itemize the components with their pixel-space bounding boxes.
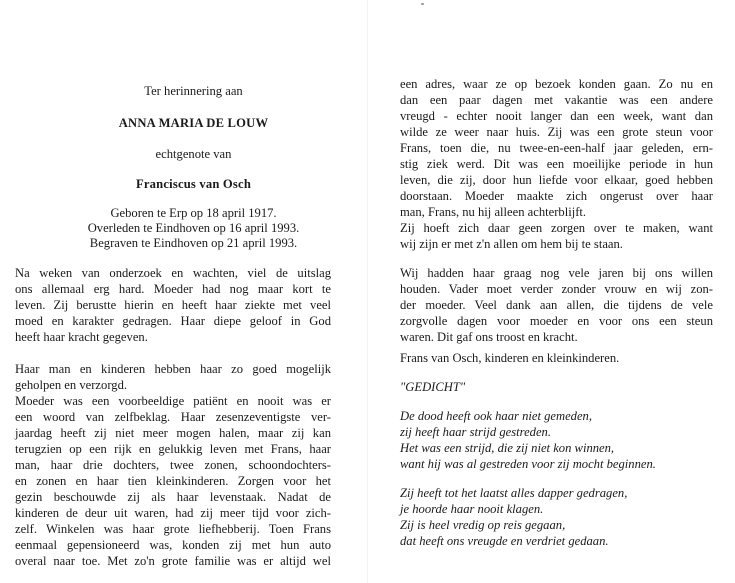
poem-line: je hoorde haar nooit klagen. — [400, 502, 544, 516]
text-line: stig ziek werd. Dit was een moeilijke periode in hun — [400, 157, 713, 171]
deceased-name: ANNA MARIA DE LOUW — [118, 116, 269, 130]
poem-line: Zij heeft tot het laatst alles dapper gedragen, — [400, 486, 628, 500]
text-line: Haar man en kinderen hebben haar zo goed mogelijk — [15, 362, 331, 376]
text-line: heeft haar kracht gegeven. — [15, 330, 148, 344]
intro-text: Ter herinnering aan — [144, 84, 243, 98]
death-date: Overleden te Eindhoven op 16 april 1993. — [87, 221, 300, 235]
text-line: jaardag heeft zij niet meer mogen halen, maar zij kan — [15, 426, 331, 440]
text-line: kinderen de deur uit waren, had zij meer tijd voor zich- — [15, 506, 331, 520]
text-line: man, haar drie dochters, twee zonen, schoondochters- — [15, 458, 331, 472]
text-line: houden. Vader moet verder zonder vrouw en wij zon- — [400, 282, 713, 296]
poem-line: De dood heeft ook haar niet gemeden, — [400, 409, 592, 423]
poem-line: zij heeft haar strijd gestreden. — [400, 425, 551, 439]
burial-date: Begraven te Eindhoven op 21 april 1993. — [89, 236, 298, 250]
text-line: leven. Zij berustte hierin en heeft haar ziekte met veel — [15, 298, 331, 312]
text-line: gezin beschouwde zij als haar levenstaak. Nadat de — [15, 490, 331, 504]
text-line: Frans, toen die, nu twee-en-een-half jaar geleden, ern- — [400, 141, 713, 155]
poem-line: Zij is heel vredig op reis gegaan, — [400, 518, 566, 532]
text-line: man, Frans, nu hij alleen achterblijft. — [400, 205, 587, 219]
text-line: Zij hoeft zich daar geen zorgen over te maken, want — [400, 221, 713, 235]
poem-title: "GEDICHT" — [400, 380, 466, 394]
signature: Frans van Osch, kinderen en kleinkinderen. — [400, 351, 620, 365]
text-line: geholpen en verzorgd. — [15, 378, 128, 392]
text-line: waren. Dit gaf ons troost en kracht. — [400, 330, 578, 344]
poem-line: Het was een strijd, die zij niet kon winnen, — [400, 441, 615, 455]
text-line: Wij hadden haar graag nog vele jaren bij ons willen — [400, 266, 713, 280]
text-line: zorgvolle dagen voor moeder en voor ons een steun — [400, 314, 713, 328]
text-line: en zonen en haar tien kleinkinderen. Zorgen voor het — [15, 474, 331, 488]
text-line: terugzien op een rijk en gelukkig leven met Frans, haar — [15, 442, 331, 456]
relation-text: echtgenote van — [155, 147, 232, 161]
text-line: wij zijn er met z'n allen om hem bij te staan. — [400, 237, 623, 251]
text-line: eenmaal gepensioneerd was, konden zij met hun auto — [15, 538, 331, 552]
text-line: doorstaan. Moeder maakte zich ongerust over haar — [400, 189, 713, 203]
text-line: een woord van zelfbeklag. Haar zesenzeventigste ver- — [15, 410, 331, 424]
text-line: een adres, waar ze op bezoek konden gaan. Zo nu en — [400, 77, 713, 91]
text-line: overal naar toe. Met zo'n grote familie was er altijd wel — [15, 554, 331, 568]
text-line: vreugd - echter nooit langer dan een week, want dan — [400, 109, 713, 123]
left-page — [0, 0, 367, 583]
text-line: wilde ze weer naar huis. Zij was een grote steun voor — [400, 125, 713, 139]
text-line: dan een paar dagen met vakantie was een andere — [400, 93, 713, 107]
text-line: der moeder. Veel dank aan allen, die tijdens de vele — [400, 298, 713, 312]
poem-line: want hij was al gestreden voor zij mocht beginnen. — [400, 457, 656, 471]
text-line: ons allemaal erg hard. Moeder had nog maar kort te — [15, 282, 331, 296]
text-line: Na weken van onderzoek en wachten, viel de uitslag — [15, 266, 331, 280]
birth-date: Geboren te Erp op 18 april 1917. — [110, 206, 277, 220]
spouse-name: Franciscus van Osch — [135, 177, 252, 191]
text-line: Moeder was een voorbeeldige patiënt en nooit was er — [15, 394, 331, 408]
poem-line: dat heeft ons vreugde en verdriet gedaan. — [400, 534, 609, 548]
right-page — [367, 0, 735, 583]
text-line: zelf. Winkelen was haar grote liefhebberij. Toen Frans — [15, 522, 331, 536]
text-line: leven, die zij, door hun liefde voor elkaar, goed hebben — [400, 173, 713, 187]
text-line: moed en karakter gedragen. Haar diepe geloof in God — [15, 314, 331, 328]
